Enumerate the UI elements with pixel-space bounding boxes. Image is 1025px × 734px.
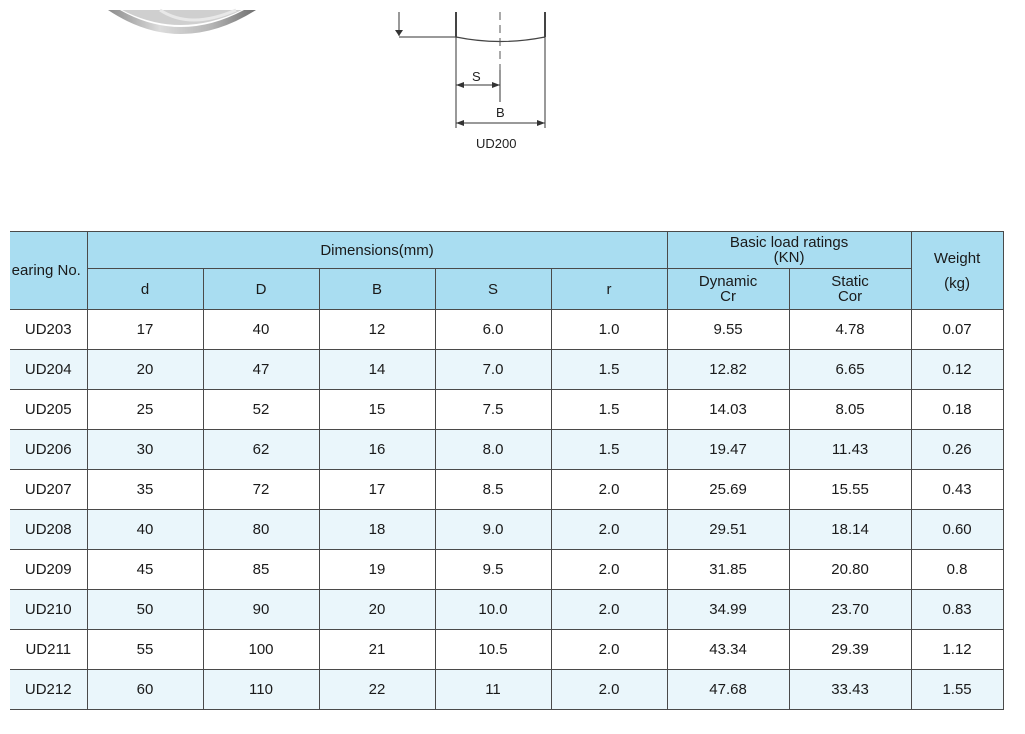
cell-B: 16 xyxy=(319,430,435,470)
table-row xyxy=(10,350,1003,390)
header-dynamic xyxy=(667,269,789,310)
cell-static-cor: 4.78 xyxy=(789,310,911,350)
cell-B: 12 xyxy=(319,310,435,350)
cell-model: UD211 xyxy=(10,630,87,670)
cell-d: 60 xyxy=(87,670,203,710)
cell-static-cor: 29.39 xyxy=(789,630,911,670)
table-row xyxy=(10,430,1003,470)
static-line1: Static xyxy=(831,273,869,290)
table-row xyxy=(10,550,1003,590)
table-row xyxy=(10,630,1003,670)
cell-r: 2.0 xyxy=(551,550,667,590)
cell-model: UD210 xyxy=(10,590,87,630)
cell-static-cor: 33.43 xyxy=(789,670,911,710)
cell-B: 20 xyxy=(319,590,435,630)
cell-r: 2.0 xyxy=(551,470,667,510)
header-static xyxy=(789,269,911,310)
cell-D: 52 xyxy=(203,390,319,430)
cell-D: 100 xyxy=(203,630,319,670)
header-D: D xyxy=(203,269,319,310)
cell-d: 35 xyxy=(87,470,203,510)
drawing-label-s: S xyxy=(472,69,481,84)
bearing-spec-table xyxy=(10,231,1004,710)
cell-d: 20 xyxy=(87,350,203,390)
header-weight xyxy=(911,232,1003,310)
cell-dynamic-cr: 12.82 xyxy=(667,350,789,390)
header-S: S xyxy=(435,269,551,310)
cell-D: 90 xyxy=(203,590,319,630)
table-row xyxy=(10,670,1003,710)
cell-weight: 0.26 xyxy=(911,430,1003,470)
cell-S: 9.5 xyxy=(435,550,551,590)
cell-S: 11 xyxy=(435,670,551,710)
table-row xyxy=(10,510,1003,550)
cell-S: 10.0 xyxy=(435,590,551,630)
cell-S: 7.5 xyxy=(435,390,551,430)
weight-line1: Weight xyxy=(933,249,981,267)
cell-D: 40 xyxy=(203,310,319,350)
cell-S: 6.0 xyxy=(435,310,551,350)
header-load-ratings xyxy=(667,232,911,269)
cell-model: UD205 xyxy=(10,390,87,430)
cell-static-cor: 8.05 xyxy=(789,390,911,430)
cell-d: 25 xyxy=(87,390,203,430)
cell-B: 22 xyxy=(319,670,435,710)
cell-model: UD207 xyxy=(10,470,87,510)
cell-d: 30 xyxy=(87,430,203,470)
cell-r: 2.0 xyxy=(551,510,667,550)
dynamic-line1: Dynamic xyxy=(698,273,758,290)
cell-dynamic-cr: 43.34 xyxy=(667,630,789,670)
cell-D: 72 xyxy=(203,470,319,510)
cell-dynamic-cr: 9.55 xyxy=(667,310,789,350)
cell-S: 8.0 xyxy=(435,430,551,470)
cell-r: 2.0 xyxy=(551,590,667,630)
table-row xyxy=(10,590,1003,630)
cell-d: 40 xyxy=(87,510,203,550)
cell-static-cor: 23.70 xyxy=(789,590,911,630)
cell-static-cor: 18.14 xyxy=(789,510,911,550)
cell-dynamic-cr: 29.51 xyxy=(667,510,789,550)
dynamic-line2: Cr xyxy=(720,288,736,305)
table-row xyxy=(10,470,1003,510)
load-ratings-line1: Basic load ratings xyxy=(729,234,849,251)
header-B: B xyxy=(319,269,435,310)
cell-weight: 0.12 xyxy=(911,350,1003,390)
cell-weight: 0.07 xyxy=(911,310,1003,350)
header-dimensions: Dimensions(mm) xyxy=(87,232,667,269)
header-d: d xyxy=(87,269,203,310)
cell-D: 85 xyxy=(203,550,319,590)
cell-S: 7.0 xyxy=(435,350,551,390)
cell-dynamic-cr: 19.47 xyxy=(667,430,789,470)
cell-B: 17 xyxy=(319,470,435,510)
drawing-label-b: B xyxy=(496,105,505,120)
cell-weight: 0.18 xyxy=(911,390,1003,430)
cell-model: UD208 xyxy=(10,510,87,550)
weight-line2: (kg) xyxy=(944,274,970,292)
cell-static-cor: 6.65 xyxy=(789,350,911,390)
cell-weight: 0.43 xyxy=(911,470,1003,510)
cell-B: 18 xyxy=(319,510,435,550)
dimension-drawing xyxy=(390,0,570,160)
cell-model: UD204 xyxy=(10,350,87,390)
cell-r: 1.5 xyxy=(551,350,667,390)
cell-B: 21 xyxy=(319,630,435,670)
cell-weight: 0.8 xyxy=(911,550,1003,590)
cell-S: 10.5 xyxy=(435,630,551,670)
cell-static-cor: 11.43 xyxy=(789,430,911,470)
cell-weight: 1.12 xyxy=(911,630,1003,670)
cell-dynamic-cr: 47.68 xyxy=(667,670,789,710)
cell-model: UD203 xyxy=(10,310,87,350)
cell-dynamic-cr: 14.03 xyxy=(667,390,789,430)
cell-model: UD212 xyxy=(10,670,87,710)
drawing-caption: UD200 xyxy=(476,136,517,151)
cell-B: 15 xyxy=(319,390,435,430)
cell-weight: 0.60 xyxy=(911,510,1003,550)
table-row xyxy=(10,390,1003,430)
cell-d: 50 xyxy=(87,590,203,630)
cell-D: 47 xyxy=(203,350,319,390)
header-bearing-no: earing No. xyxy=(10,232,87,310)
bearing-photo xyxy=(0,0,270,60)
cell-dynamic-cr: 34.99 xyxy=(667,590,789,630)
cell-static-cor: 20.80 xyxy=(789,550,911,590)
cell-static-cor: 15.55 xyxy=(789,470,911,510)
cell-d: 55 xyxy=(87,630,203,670)
cell-d: 45 xyxy=(87,550,203,590)
cell-r: 1.5 xyxy=(551,430,667,470)
cell-D: 110 xyxy=(203,670,319,710)
cell-r: 2.0 xyxy=(551,670,667,710)
cell-r: 1.5 xyxy=(551,390,667,430)
cell-D: 62 xyxy=(203,430,319,470)
table-row xyxy=(10,310,1003,350)
cell-model: UD206 xyxy=(10,430,87,470)
cell-B: 19 xyxy=(319,550,435,590)
cell-B: 14 xyxy=(319,350,435,390)
cell-S: 9.0 xyxy=(435,510,551,550)
cell-dynamic-cr: 25.69 xyxy=(667,470,789,510)
cell-weight: 0.83 xyxy=(911,590,1003,630)
static-line2: Cor xyxy=(837,288,863,305)
cell-model: UD209 xyxy=(10,550,87,590)
load-ratings-line2: (KN) xyxy=(773,249,805,266)
cell-D: 80 xyxy=(203,510,319,550)
cell-S: 8.5 xyxy=(435,470,551,510)
header-r: r xyxy=(551,269,667,310)
cell-weight: 1.55 xyxy=(911,670,1003,710)
cell-r: 2.0 xyxy=(551,630,667,670)
cell-r: 1.0 xyxy=(551,310,667,350)
cell-d: 17 xyxy=(87,310,203,350)
cell-dynamic-cr: 31.85 xyxy=(667,550,789,590)
